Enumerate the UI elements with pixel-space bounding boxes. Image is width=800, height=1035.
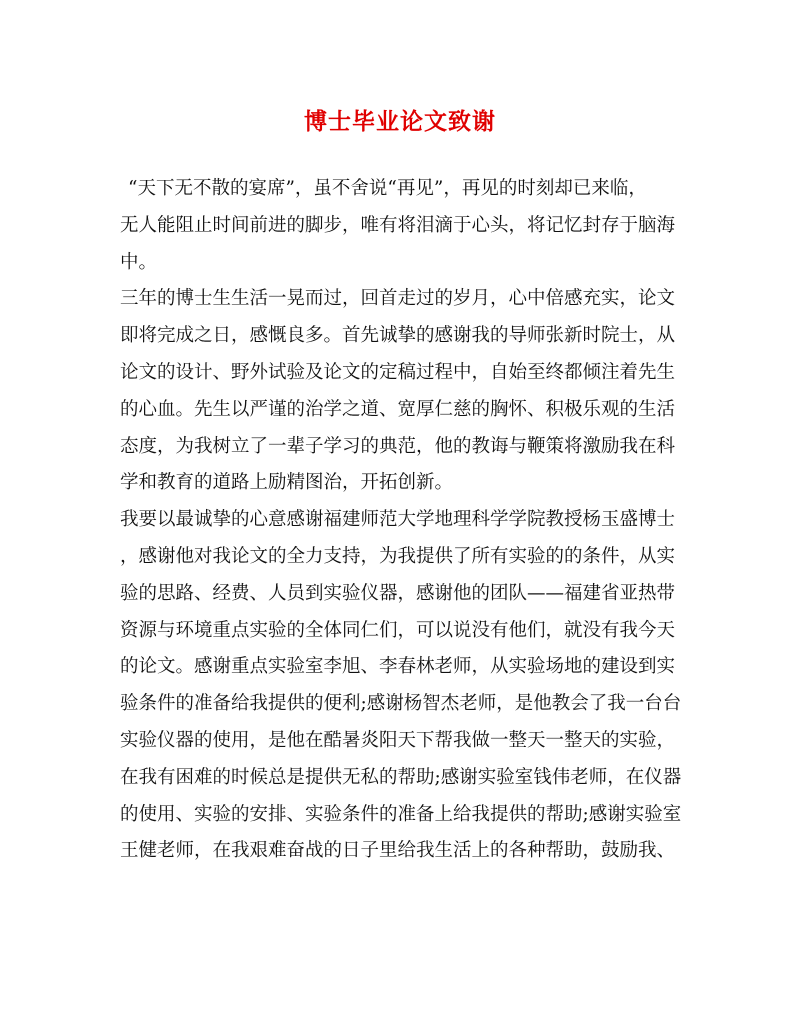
- paragraph-line: 王健老师，在我艰难奋战的日子里给我生活上的各种帮助，鼓励我、: [120, 840, 676, 862]
- paragraph-2: [120, 281, 682, 502]
- paragraph-line: 三年的博士生生活一晃而过，回首走过的岁月，心中倍感充实，论文: [120, 288, 676, 310]
- paragraph-line: 验的思路、经费、人员到实验仪器，感谢他的团队——福建省亚热带: [120, 582, 676, 604]
- paragraph-line: 无人能阻止时间前进的脚步，唯有将泪滴于心头，将记忆封存于脑海: [120, 214, 676, 236]
- paragraph-line: 的心血。先生以严谨的治学之道、宽厚仁慈的胸怀、积极乐观的生活: [120, 398, 676, 420]
- paragraph-line: 的论文。感谢重点实验室李旭、李春林老师，从实验场地的建设到实: [120, 656, 676, 678]
- paragraph-line: 在我有困难的时候总是提供无私的帮助;感谢实验室钱伟老师，在仪器: [120, 766, 682, 788]
- document-title: 博士毕业论文致谢: [304, 108, 496, 135]
- paragraph-line: 我要以最诚挚的心意感谢福建师范大学地理科学学院教授杨玉盛博士: [120, 509, 676, 531]
- paragraph-line: 即将完成之日，感慨良多。首先诚挚的感谢我的导师张新时院士，从: [120, 325, 676, 347]
- paragraph-line: 学和教育的道路上励精图治，开拓创新。: [120, 472, 454, 494]
- paragraph-1: [120, 171, 682, 281]
- paragraph-line: 资源与环境重点实验的全体同仁们，可以说没有他们，就没有我今天: [120, 619, 676, 641]
- paragraph-line: 验条件的准备给我提供的便利;感谢杨智杰老师，是他教会了我一台台: [120, 693, 682, 715]
- paragraph-line: 论文的设计、野外试验及论文的定稿过程中，自始至终都倾注着先生: [120, 361, 676, 383]
- paragraph-line: 实验仪器的使用，是他在酷暑炎阳天下帮我做一整天一整天的实验，: [120, 729, 676, 751]
- paragraph-line: 态度，为我树立了一辈子学习的典范，他的教诲与鞭策将激励我在科: [120, 435, 676, 457]
- paragraph-line: ，感谢他对我论文的全力支持，为我提供了所有实验的的条件，从实: [120, 545, 676, 567]
- paragraph-3: [120, 502, 682, 870]
- document-body: [120, 171, 682, 870]
- paragraph-line: “天下无不散的宴席”，虽不舍说“再见”，再见的时刻却已来临，: [128, 178, 647, 199]
- paragraph-line: 中。: [120, 251, 158, 273]
- paragraph-line: 的使用、实验的安排、实验条件的准备上给我提供的帮助;感谢实验室: [120, 803, 682, 825]
